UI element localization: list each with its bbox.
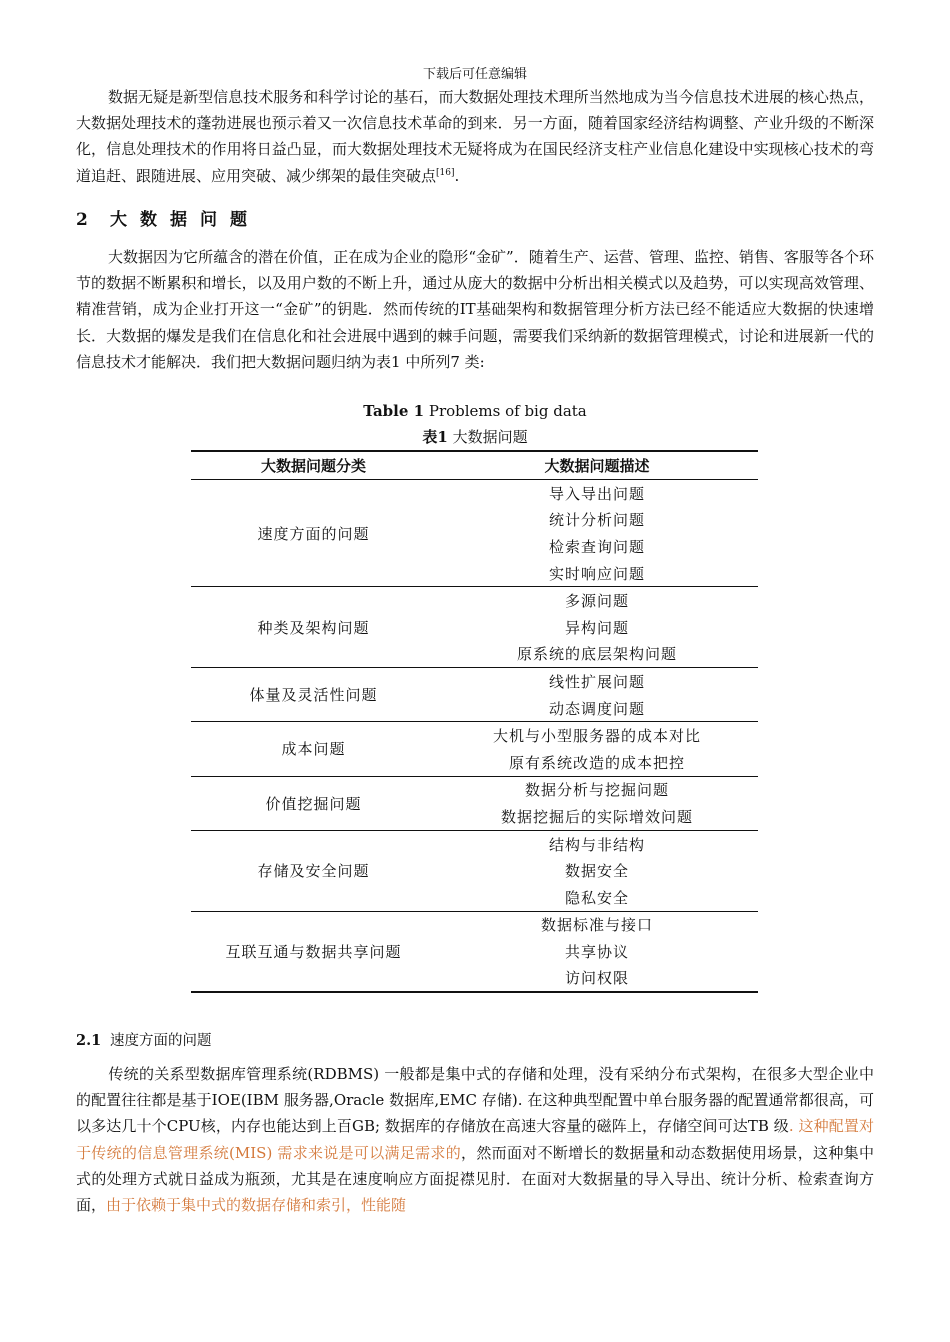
problem-description-cell: 统计分析问题 [548,511,645,530]
problem-description-cell: 原系统的底层架构问题 [436,641,758,668]
problem-description-cell: 导入导出问题 [548,484,645,503]
table-caption-en-text: Problems of big data [424,402,587,420]
table-header-row [191,451,758,480]
problem-description-cell: 多源问题 [564,592,629,611]
section-2-text: 大数据因为它所蕴含的潜在价值，正在成为企业的隐形“金矿”．随着生产、运营、管理、监控、销售、客服等各个环节的数据不断累积和增长，以及用户数的不断上升，通过从庞大的数据中分析出相关模式以及趋势，可以实现高效管理、精准营销，成为企业打开这一“金矿”的钥匙．然而传统的IT基础架构和数据管理分析方法已经不能适应大数据的快速增长．大数据的爆发是我们在信息化和社会进展中遇到的棘手问题，需要我们采纳新的数据管理模式，讨论和进展新一代的信息技术才能解决．我们把大数据问题归纳为表1 中所列7 类: [76,248,874,371]
problem-category-cell: 存储及安全问题 [191,830,436,911]
problem-description-cell: 原有系统改造的成本把控 [436,749,758,776]
problem-description-cell: 大机与小型服务器的成本对比 [492,727,701,746]
problem-description-cell: 结构与非结构 [548,835,645,854]
problem-category-cell: 种类及架构问题 [191,587,436,668]
section-2-1-heading [76,1031,212,1051]
table-body [191,480,758,993]
problem-category-cell: 价值挖掘问题 [191,776,436,830]
section-2-1-paragraph [76,1061,874,1218]
table-row [191,830,758,857]
table-header-description: 大数据问题描述 [436,451,758,480]
page-header: 下载后可任意编辑 [422,67,527,82]
section-2-1-number: 2.1 [76,1032,102,1049]
problem-description-cell: 数据分析与挖掘问题 [524,781,669,800]
table-row [191,722,758,749]
problem-category-cell: 成本问题 [191,722,436,776]
problem-category-cell: 互联互通与数据共享问题 [225,942,402,961]
table-row [191,587,758,614]
citation: [16] [436,167,455,178]
problem-description-cell: 实时响应问题 [436,560,758,587]
problem-description-cell: 访问权限 [564,969,629,988]
problem-description-cell: 共享协议 [564,942,629,961]
table-header-category: 大数据问题分类 [191,451,436,480]
intro-end: . [454,166,460,185]
problem-description-cell: 动态调度问题 [436,695,758,722]
problem-description-cell: 数据挖掘后的实际增效问题 [436,803,758,830]
problem-description-cell: 隐私安全 [436,884,758,911]
table-caption-zh [0,427,950,447]
problem-description-cell: 检索查询问题 [548,537,645,556]
section-2-1-text-part3: ，然而面对不断增长的数据量和动态数据使用场景，这种集中式的处理方式就日益成为瓶颈，尤其是在速度响应方面捉襟见肘．在面对大数据量的导入导出、统计分析、检索查询方面， [76,1143,874,1215]
table-caption-zh-label: 表1 [422,428,448,446]
intro-paragraph [76,84,874,189]
table-row [191,480,758,507]
section-2-title: 大数据问题 [110,210,260,230]
table-caption-zh-text: 大数据问题 [447,428,528,446]
problem-description-cell: 异构问题 [564,618,629,637]
section-2-1-title: 速度方面的问题 [110,1033,212,1049]
section-2-heading [76,205,260,230]
section-2-paragraph [76,244,874,375]
section-2-1-text-part1: 传统的关系型数据库管理系统(RDBMS) 一般都是集中式的存储和处理，没有采纳分布式架构，在很多大型企业中的配置往往都是基于IOE(IBM 服务器,Oracle 数据库,EMC 存储). 在这种典型配置中单台服务器的配置通常都很高，可以多达几十个CPU核，内存也能达到上百GB; 数据库的存储放在高速大容量的磁阵上，存储空间可达TB 级 [76,1065,874,1136]
problem-description-cell: 数据安全 [564,862,629,881]
problem-description-cell: 线性扩展问题 [548,672,645,691]
table-caption-en-label: Table 1 [363,402,425,420]
section-2-1-highlight-1: . 这种配置对于传统的信息管理系统(MIS) 需求来说是可以满足需求的 [76,1117,874,1162]
table-row [191,911,758,938]
intro-text: 数据无疑是新型信息技术服务和科学讨论的基石，而大数据处理技术理所当然地成为当今信息技术进展的核心热点，大数据处理技术的蓬勃进展也预示着又一次信息技术革命的到来．另一方面，随着国家经济结构调整、产业升级的不断深化，信息处理技术的作用将日益凸显，而大数据处理技术无疑将成为在国民经济支柱产业信息化建设中实现核心技术的弯道追赶、跟随进展、应用突破、减少绑架的最佳突破点 [76,88,874,185]
table-row [191,776,758,803]
table-row [191,668,758,695]
section-2-number: 2 [76,210,88,230]
section-2-1-highlight-2: 由于依赖于集中式的数据存储和索引，性能随 [106,1196,407,1215]
table-caption-en [0,401,950,421]
problem-category-cell: 体量及灵活性问题 [191,668,436,722]
big-data-problems-table [191,450,758,993]
problem-description-cell: 数据标准与接口 [540,916,653,935]
problem-category-cell: 速度方面的问题 [191,480,436,587]
